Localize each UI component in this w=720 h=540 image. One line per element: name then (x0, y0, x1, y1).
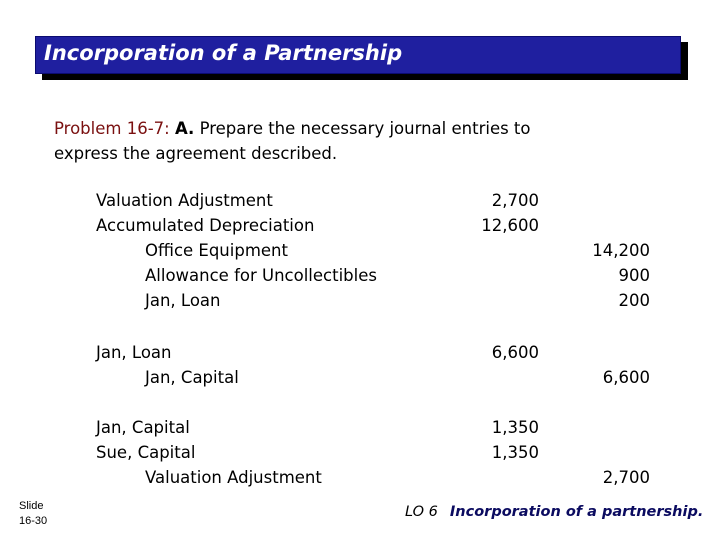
problem-text-line2: express the agreement described. (54, 144, 338, 163)
problem-text-line1: Prepare the necessary journal entries to (199, 119, 531, 138)
problem-label: Problem 16-7: (54, 119, 170, 138)
slide-label: Slide (19, 500, 44, 512)
footer-learning-objective (405, 504, 703, 520)
slide-title: Incorporation of a Partnership (44, 41, 403, 65)
account-name: Sue, Capital (96, 443, 196, 462)
credit-amount: 14,200 (592, 241, 650, 260)
journal-line (0, 188, 720, 213)
journal-line (0, 238, 720, 263)
credit-amount: 200 (618, 291, 650, 310)
account-name: Valuation Adjustment (96, 191, 273, 210)
account-name: Jan, Loan (145, 291, 221, 310)
debit-amount: 2,700 (491, 191, 539, 210)
account-name: Valuation Adjustment (145, 468, 322, 487)
journal-line (0, 365, 720, 390)
debit-amount: 12,600 (481, 216, 539, 235)
journal-line (0, 263, 720, 288)
slide-number (19, 499, 47, 529)
journal-line (0, 465, 720, 490)
credit-amount: 900 (618, 266, 650, 285)
debit-amount: 1,350 (491, 443, 539, 462)
journal-line (0, 440, 720, 465)
account-name: Jan, Capital (96, 418, 190, 437)
problem-part: A. (174, 119, 195, 138)
journal-line (0, 213, 720, 238)
account-name: Accumulated Depreciation (96, 216, 315, 235)
footer-text: Incorporation of a partnership. (449, 504, 704, 520)
journal-line (0, 288, 720, 313)
credit-amount: 6,600 (602, 368, 650, 387)
account-name: Office Equipment (145, 241, 288, 260)
problem-statement (54, 116, 654, 166)
journal-line (0, 340, 720, 365)
account-name: Allowance for Uncollectibles (145, 266, 377, 285)
slide-id: 16-30 (19, 515, 48, 527)
debit-amount: 1,350 (491, 418, 539, 437)
debit-amount: 6,600 (491, 343, 539, 362)
credit-amount: 2,700 (602, 468, 650, 487)
journal-line (0, 415, 720, 440)
footer-lo: LO 6 (405, 504, 438, 520)
account-name: Jan, Capital (145, 368, 239, 387)
account-name: Jan, Loan (96, 343, 172, 362)
